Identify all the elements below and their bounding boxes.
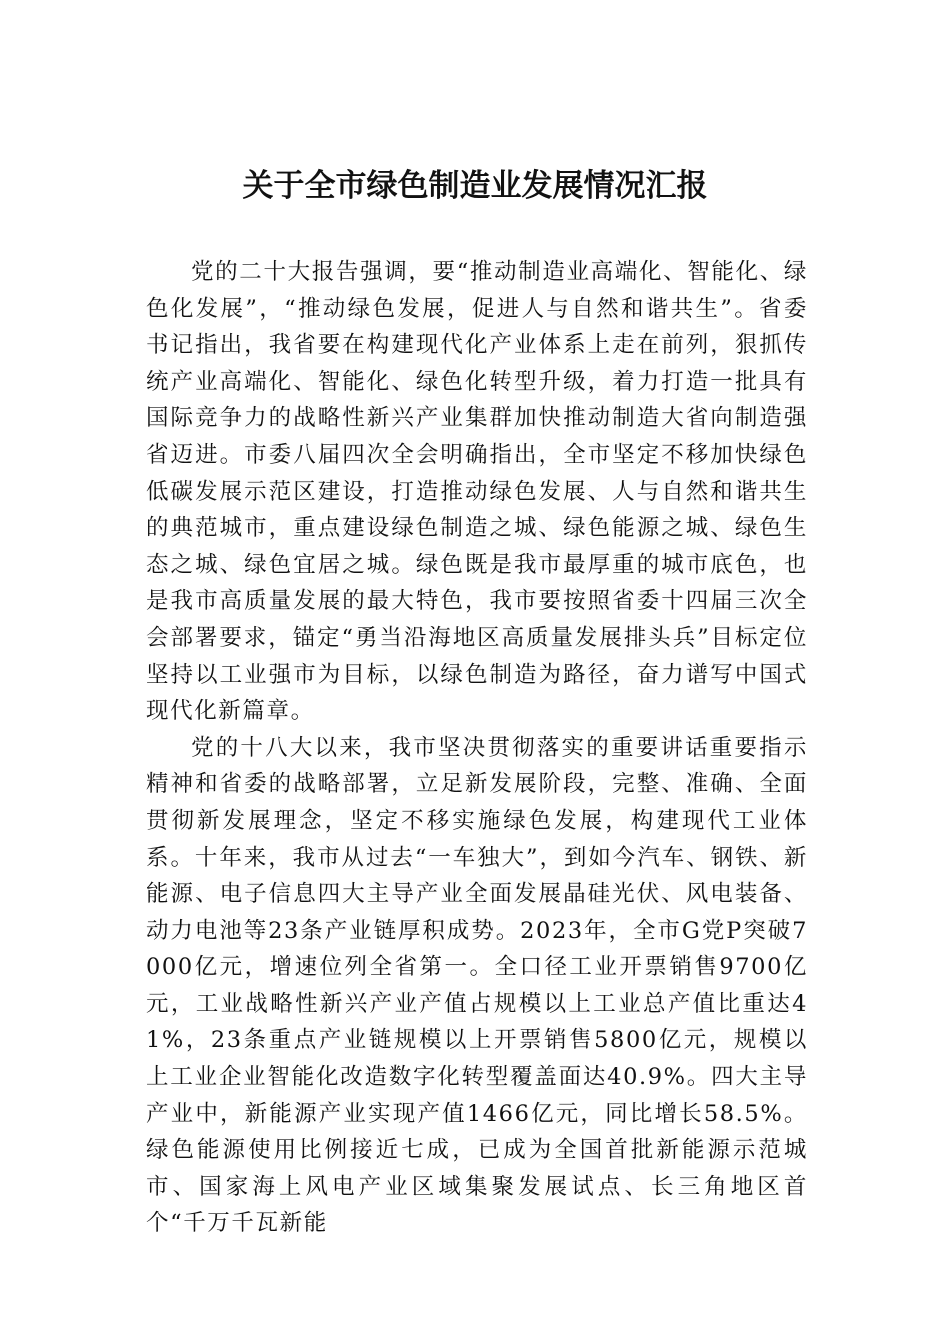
paragraph-1: 党的二十大报告强调，要“推动制造业高端化、智能化、绿色化发展”，“推动绿色发展，促进人与自然和谐共生”。省委书记指出，我省要在构建现代化产业体系上走在前列，狠抓传统产业高端化、智能化、绿色化转型升级，着力打造一批具有国际竞争力的战略性新兴产业集群加快推动制造大省向制造强省迈进。市委八届四次全会明确指出，全市坚定不移加快绿色低碳发展示范区建设，打造推动绿色发展、人与自然和谐共生的典范城市，重点建设绿色制造之城、绿色能源之城、绿色生态之城、绿色宜居之城。绿色既是我市最厚重的城市底色，也是我市高质量发展的最大特色，我市要按照省委十四届三次全会部署要求，锚定“勇当沿海地区高质量发展排头兵”目标定位坚持以工业强市为目标，以绿色制造为路径，奋力谱写中国式现代化新篇章。	[146, 259, 808, 725]
document-title: 关于全市绿色制造业发展情况汇报	[242, 168, 708, 204]
paragraph-2: 党的十八大以来，我市坚决贯彻落实的重要讲话重要指示精神和省委的战略部署，立足新发展阶段，完整、准确、全面贯彻新发展理念，坚定不移实施绿色发展，构建现代工业体系。十年来，我市从过去“一车独大”，到如今汽车、钢铁、新能源、电子信息四大主导产业全面发展晶硅光伏、风电装备、动力电池等23条产业链厚积成势。2023年，全市G党P突破7000亿元，增速位列全省第一。全口径工业开票销售9700亿元，工业战略性新兴产业产值占规模以上工业总产值比重达41%，23条重点产业链规模以上开票销售5800亿元，规模以上工业企业智能化改造数字化转型覆盖面达40.9%。四大主导产业中，新能源产业实现产值1466亿元，同比增长58.5%。绿色能源使用比例接近七成，已成为全国首批新能源示范城市、国家海上风电产业区域集聚发展试点、长三角地区首个“千万千瓦新能	[146, 734, 808, 1237]
document-body	[146, 254, 808, 1242]
